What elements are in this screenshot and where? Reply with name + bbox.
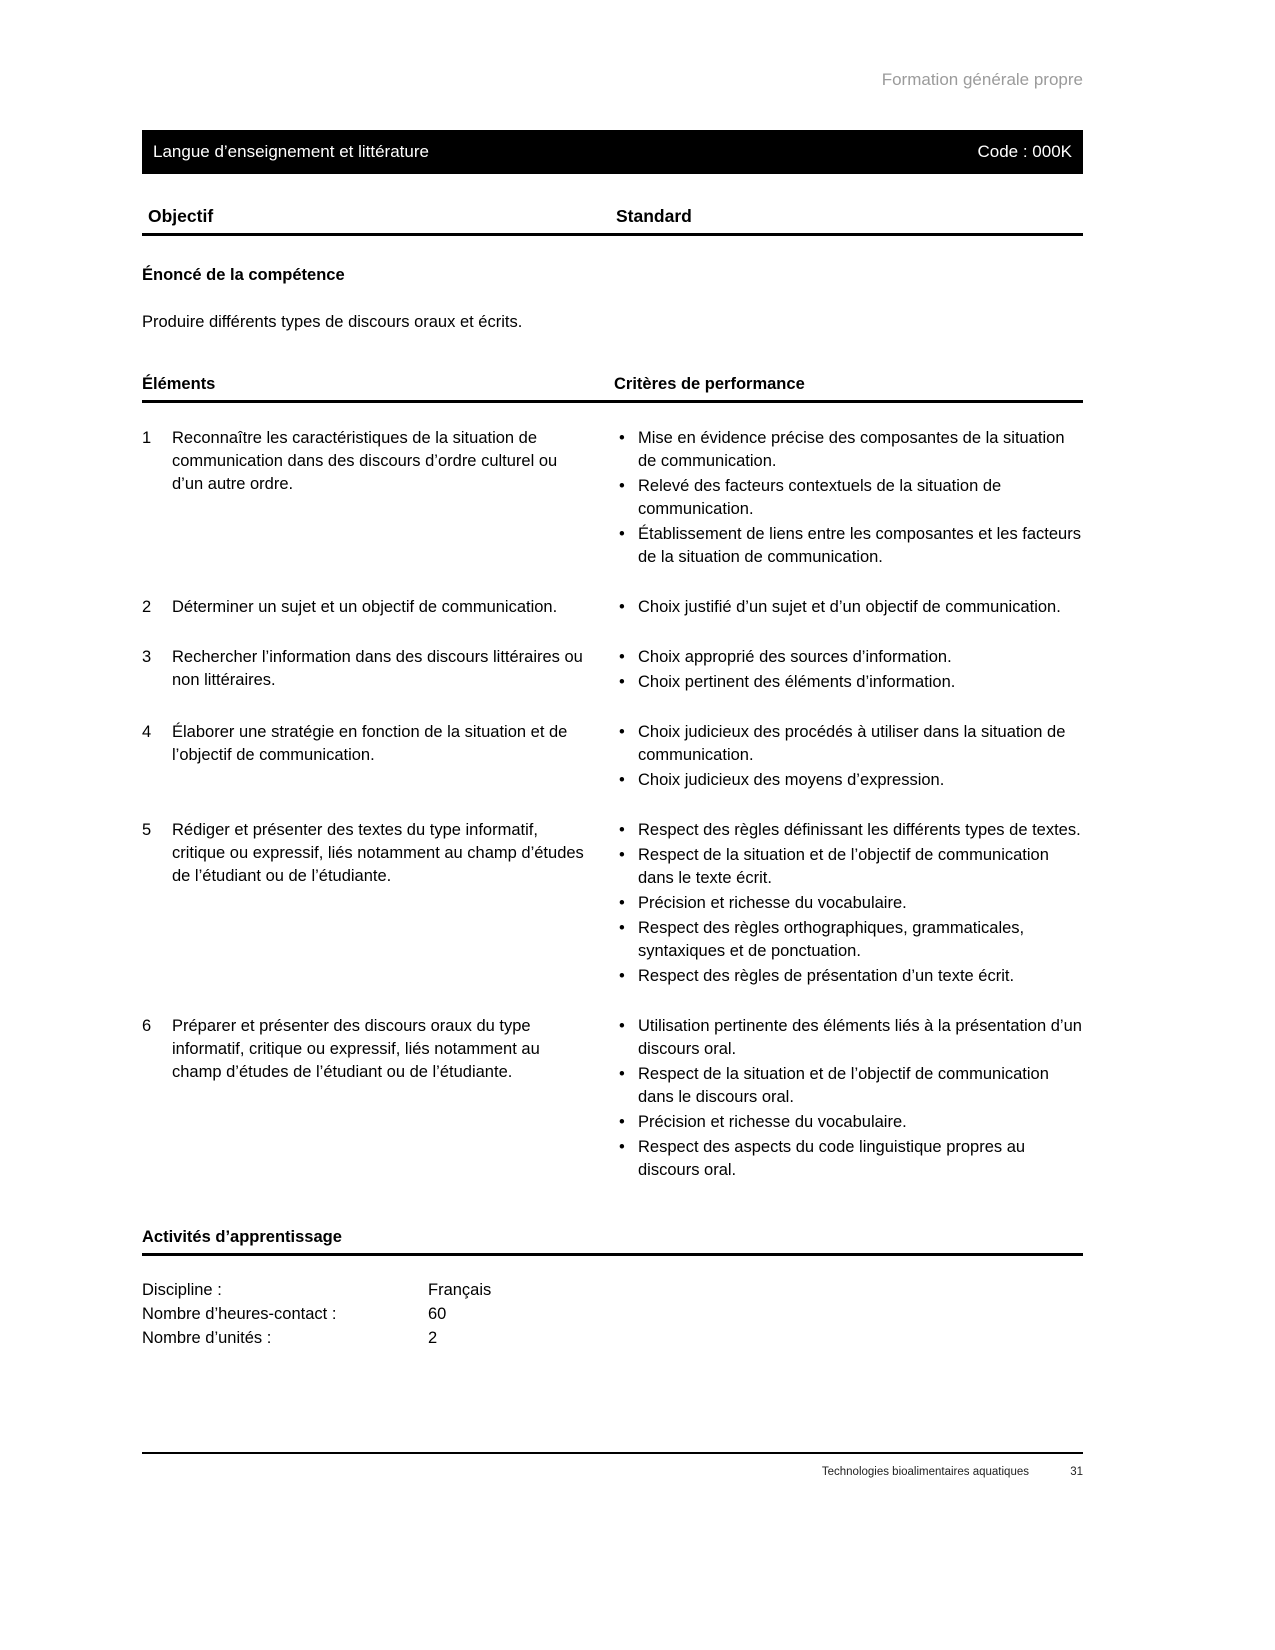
- criteria-list: [614, 646, 1083, 696]
- page-footer: [142, 1452, 1083, 1478]
- criterion: • Précision et richesse du vocabulaire.: [614, 892, 1083, 915]
- criterion: • Choix judicieux des moyens d’expression.: [614, 769, 1083, 792]
- field-value: Français: [428, 1280, 492, 1299]
- criterion: • Relevé des facteurs contextuels de la situation de communication.: [614, 475, 1083, 521]
- section-label: Formation générale propre: [881, 70, 1083, 89]
- table-heading-criteres: Critères de performance: [614, 374, 805, 393]
- criterion: • Respect des aspects du code linguistique propres au discours oral.: [614, 1136, 1083, 1182]
- element-number: 4: [142, 722, 152, 741]
- table-row: [142, 721, 1083, 794]
- table-row: [142, 1015, 1083, 1184]
- table-heading-elements: Éléments: [142, 374, 216, 393]
- element-text: Rechercher l’information dans des discours littéraires ou non littéraires.: [172, 647, 583, 689]
- element-cell: [142, 1015, 590, 1184]
- element-cell: [142, 427, 590, 571]
- element-text: Élaborer une stratégie en fonction de la situation et de l’objectif de communication.: [172, 722, 568, 764]
- field-label: Discipline :: [142, 1280, 222, 1299]
- table-row: [142, 427, 1083, 571]
- page-content: [142, 0, 1083, 1350]
- footer-document-title: Technologies bioalimentaires aquatiques: [821, 1466, 1029, 1478]
- field-value: 2: [428, 1328, 438, 1347]
- element-number: 6: [142, 1016, 152, 1035]
- criterion: • Choix pertinent des éléments d’information.: [614, 671, 1083, 694]
- competence-heading: Énoncé de la compétence: [142, 266, 345, 284]
- criterion: • Mise en évidence précise des composantes de la situation de communication.: [614, 427, 1083, 473]
- field-row: [142, 1278, 1083, 1302]
- banner-title: Langue d’enseignement et littérature: [153, 142, 429, 161]
- element-cell: [142, 721, 590, 794]
- table-row: [142, 646, 1083, 696]
- table-row: [142, 819, 1083, 990]
- activities-fields: [142, 1278, 1083, 1350]
- criterion: • Respect des règles définissant les différents types de textes.: [614, 819, 1083, 842]
- criterion: • Respect de la situation et de l’objectif de communication dans le discours oral.: [614, 1063, 1083, 1109]
- element-number: 1: [142, 428, 152, 447]
- table-headings: [142, 375, 1083, 394]
- criterion: • Utilisation pertinente des éléments liés à la présentation d’un discours oral.: [614, 1015, 1083, 1061]
- table-row: [142, 596, 1083, 621]
- element-number: 5: [142, 820, 152, 839]
- criterion: • Choix approprié des sources d’information.: [614, 646, 1083, 669]
- criteria-list: [614, 1015, 1083, 1184]
- criterion: • Choix justifié d’un sujet et d’un objectif de communication.: [614, 596, 1083, 619]
- field-label: Nombre d’unités :: [142, 1328, 272, 1347]
- rule-under-column-headings: [142, 233, 1083, 236]
- activities-heading: Activités d’apprentissage: [142, 1227, 342, 1246]
- rule-under-table-headings: [142, 400, 1083, 403]
- competence-statement: Produire différents types de discours oraux et écrits.: [142, 313, 523, 331]
- element-number: 3: [142, 647, 152, 666]
- criteria-list: [614, 819, 1083, 990]
- element-cell: [142, 646, 590, 696]
- field-value: 60: [428, 1304, 447, 1323]
- element-cell: [142, 819, 590, 990]
- criteria-list: [614, 427, 1083, 571]
- element-text: Reconnaître les caractéristiques de la situation de communication dans des discours d’ordre culturel ou d’un autre ordre.: [172, 428, 558, 493]
- field-row: [142, 1326, 1083, 1350]
- element-text: Déterminer un sujet et un objectif de communication.: [172, 597, 558, 616]
- title-banner: [142, 130, 1083, 174]
- criterion: • Respect des règles de présentation d’un texte écrit.: [614, 965, 1083, 988]
- field-row: [142, 1302, 1083, 1326]
- footer-page-number: 31: [1070, 1466, 1083, 1478]
- footer-text-row: [142, 1454, 1083, 1478]
- criterion: • Respect de la situation et de l’objectif de communication dans le texte écrit.: [614, 844, 1083, 890]
- element-text: Préparer et présenter des discours oraux du type informatif, critique ou expressif, liés notamment au champ d’études de l’étudiant ou de l’étudiante.: [172, 1016, 540, 1081]
- element-text: Rédiger et présenter des textes du type informatif, critique ou expressif, liés notamment au champ d’études de l’étudiant ou de l’étudiante.: [172, 820, 584, 885]
- field-label: Nombre d’heures-contact :: [142, 1304, 337, 1323]
- criterion: • Choix judicieux des procédés à utiliser dans la situation de communication.: [614, 721, 1083, 767]
- column-headings: [142, 206, 1083, 227]
- criteria-list: [614, 596, 1083, 621]
- criterion: • Précision et richesse du vocabulaire.: [614, 1111, 1083, 1134]
- element-number: 2: [142, 597, 152, 616]
- criteria-list: [614, 721, 1083, 794]
- elements-criteria-table: [142, 427, 1083, 1184]
- criterion: • Établissement de liens entre les composantes et les facteurs de la situation de communication.: [614, 523, 1083, 569]
- column-heading-objectif: Objectif: [148, 206, 214, 226]
- banner-code: Code : 000K: [977, 142, 1072, 161]
- criterion: • Respect des règles orthographiques, grammaticales, syntaxiques et de ponctuation.: [614, 917, 1083, 963]
- rule-under-activities-heading: [142, 1253, 1083, 1256]
- element-cell: [142, 596, 590, 621]
- column-heading-standard: Standard: [616, 206, 692, 226]
